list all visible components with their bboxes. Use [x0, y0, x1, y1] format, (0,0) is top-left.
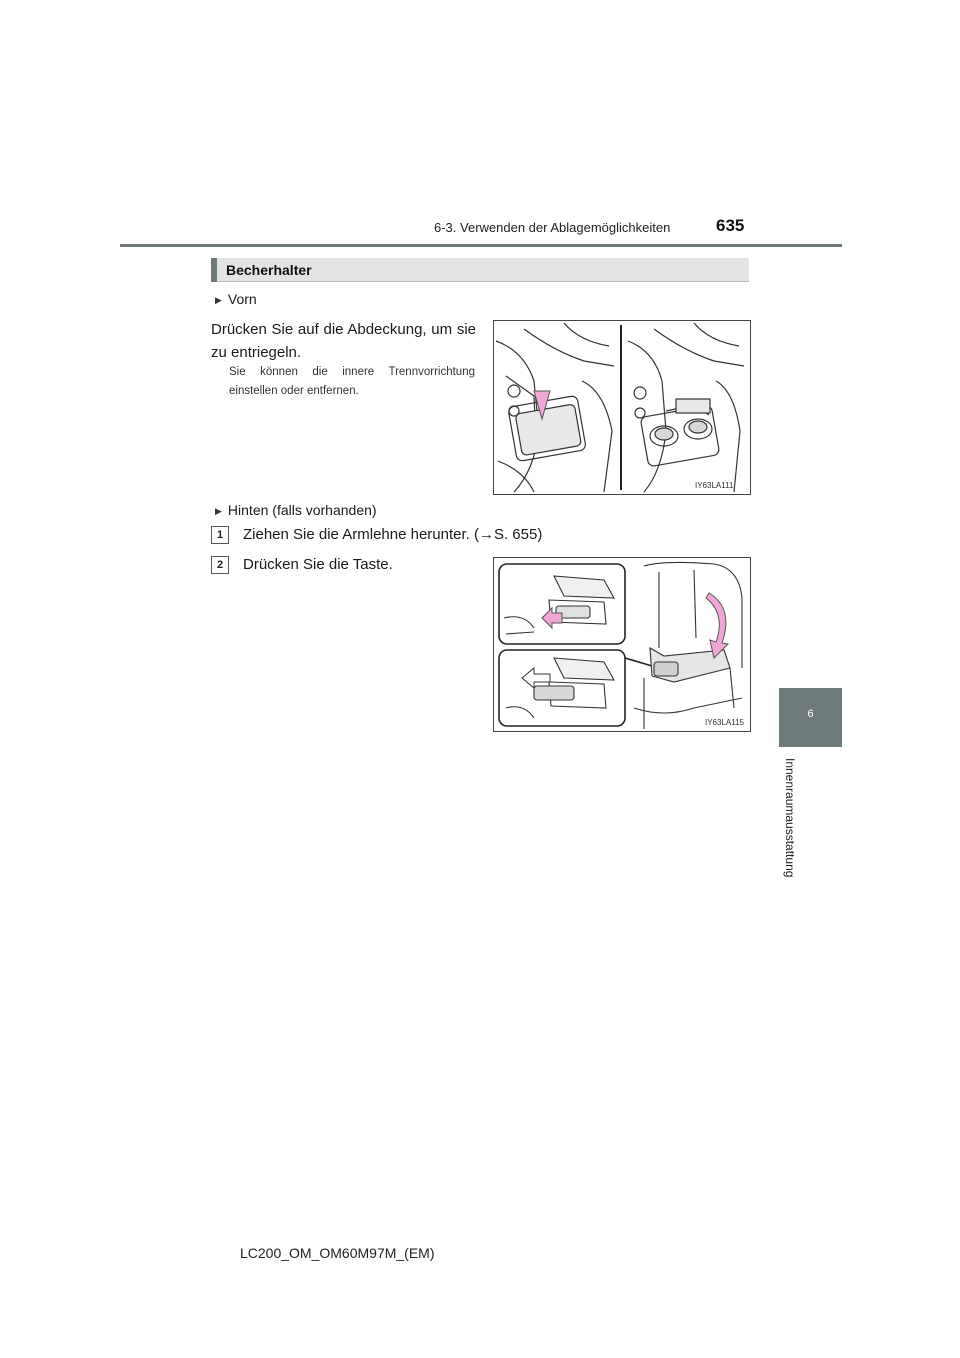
front-figure-code: IY63LA111	[695, 481, 734, 490]
front-cup-holder-illustration	[493, 320, 751, 495]
rear-cup-holder-illustration	[493, 557, 751, 732]
step-1-text: Ziehen Sie die Armlehne herunter. (→S. 655)	[243, 526, 543, 543]
step-2-text: Drücken Sie die Taste.	[243, 556, 393, 573]
chapter-title: Innenraumausstattung	[783, 758, 797, 878]
step-2-number: 2	[211, 556, 229, 574]
section-heading: Becherhalter	[226, 262, 312, 278]
section-title: 6-3. Verwenden der Ablagemöglichkeiten	[434, 220, 671, 235]
front-note: Sie können die innere Trennvorrichtung einstellen oder entfernen.	[229, 366, 475, 397]
chapter-title-wrap	[783, 758, 803, 888]
triangle-bullet-icon: ▶	[215, 295, 222, 305]
front-label: Vorn	[227, 291, 257, 307]
page-number: 635	[716, 216, 745, 235]
header-rule	[120, 244, 842, 247]
fold-down-arrow-icon	[706, 593, 728, 658]
rear-subheading	[215, 502, 377, 518]
front-instruction: Drücken Sie auf die Abdeckung, um sie zu entriegeln.	[211, 321, 476, 361]
section-heading-accent	[211, 258, 217, 282]
triangle-bullet-icon: ▶	[215, 506, 222, 516]
chapter-number: 6	[807, 708, 814, 720]
rear-figure-code: IY63LA115	[705, 718, 744, 727]
step-1-number: 1	[211, 526, 229, 544]
document-code: LC200_OM_OM60M97M_(EM)	[240, 1245, 435, 1261]
rear-label: Hinten (falls vorhanden)	[227, 502, 377, 518]
front-subheading	[215, 291, 257, 307]
